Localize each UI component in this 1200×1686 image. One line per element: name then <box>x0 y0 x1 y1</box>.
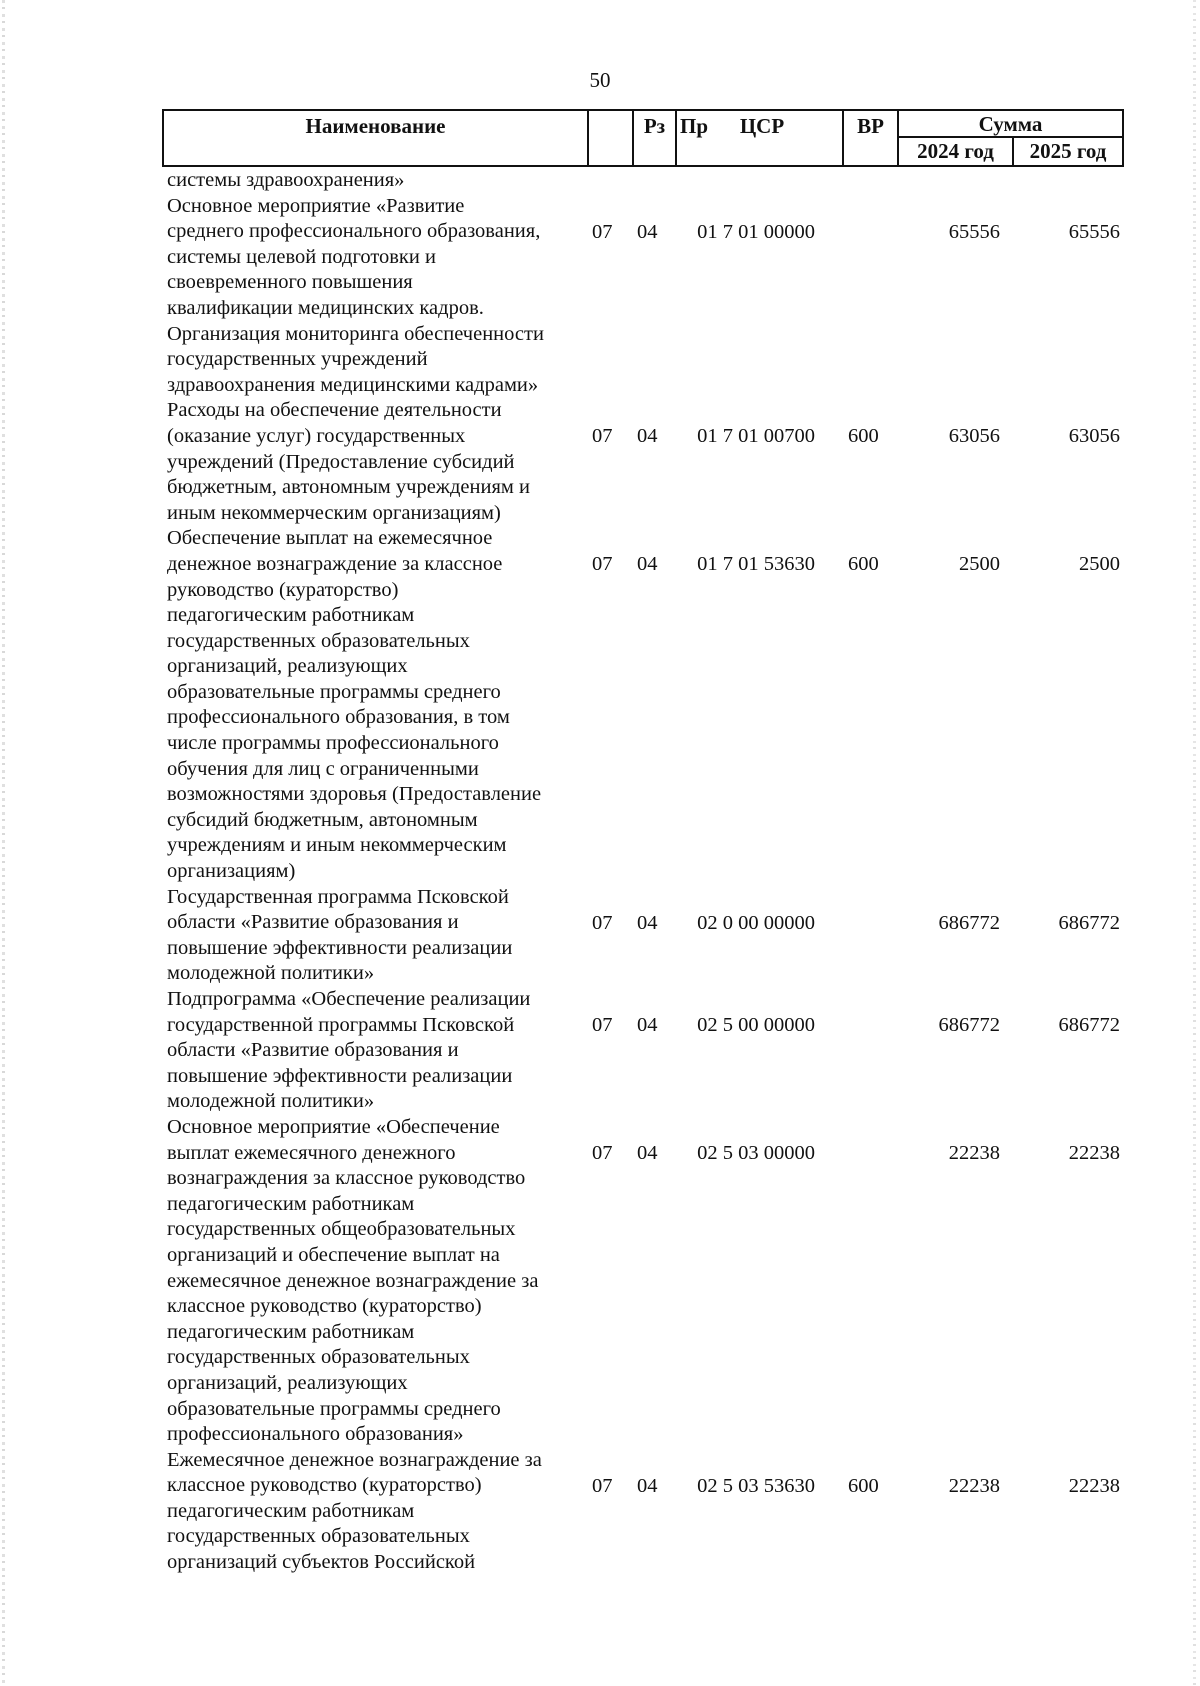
row-pr: 04 <box>637 425 658 448</box>
row-name-line: области «Развитие образования и <box>167 911 459 934</box>
row-name-line: вознаграждения за классное руководство <box>167 1167 526 1190</box>
row-name-line: среднего профессионального образования, <box>167 220 541 243</box>
row-name <box>167 1115 577 1448</box>
row-name-line: повышение эффективности реализации <box>167 936 513 959</box>
row-sum-2025: 686772 <box>1058 1014 1120 1036</box>
row-name-line: ежемесячное денежное вознаграждение за <box>167 1269 539 1292</box>
row-name-line: государственных общеобразовательных <box>167 1218 516 1241</box>
row-pr: 04 <box>637 911 658 934</box>
row-name-line: классное руководство (кураторство) <box>167 1474 482 1497</box>
row-name-line: системы здравоохранения» <box>167 169 405 191</box>
row-csr: 02 0 00 00000 <box>697 911 815 934</box>
row-sum-2025: 2500 <box>1079 553 1120 576</box>
header-year-2024: 2024 год <box>917 139 994 163</box>
row-name-line: педагогическим работникам <box>167 1320 415 1343</box>
row-name <box>167 987 577 1115</box>
row-name-line: государственной программы Псковской <box>167 1013 515 1036</box>
header-year-2025: 2025 год <box>1029 139 1107 163</box>
row-name-line: Организация мониторинга обеспеченности <box>167 322 544 345</box>
row-name <box>167 398 577 526</box>
row-name-line: иным некоммерческим организациям) <box>167 501 501 524</box>
row-name-line: организаций и обеспечение выплат на <box>167 1243 500 1266</box>
row-name-line: здравоохранения медицинскими кадрами» <box>167 373 539 396</box>
row-sum-2024: 2500 <box>959 553 1000 576</box>
row-name-line: области «Развитие образования и <box>167 1039 459 1062</box>
row-name-line: возможностями здоровья (Предоставление <box>167 783 542 806</box>
table-row <box>0 526 1200 884</box>
row-pr: 04 <box>637 220 658 243</box>
row-name-line: педагогическим работникам <box>167 1192 415 1215</box>
row-name-line: системы целевой подготовки и <box>167 245 436 268</box>
row-name-line: Основное мероприятие «Развитие <box>167 194 465 217</box>
row-name-line: Государственная программа Псковской <box>167 885 509 908</box>
table-row <box>0 1448 1200 1576</box>
row-name-line: (оказание услуг) государственных <box>167 424 466 447</box>
row-sum-2024: 63056 <box>948 425 1000 448</box>
header-vr: ВР <box>857 114 884 138</box>
row-name-line: педагогическим работникам <box>167 1499 415 1522</box>
row-vr: 600 <box>848 425 879 448</box>
row-name-line: Основное мероприятие «Обеспечение <box>167 1115 500 1138</box>
row-name-line: субсидий бюджетным, автономным <box>167 808 478 831</box>
row-rz: 07 <box>592 1141 613 1164</box>
row-name-line: организаций субъектов Российской <box>167 1551 476 1574</box>
row-name-line: образовательные программы среднего <box>167 680 501 703</box>
page-number: 50 <box>589 68 611 92</box>
row-sum-2025: 22238 <box>1068 1141 1120 1164</box>
row-name-line: бюджетным, автономным учреждениям и <box>167 476 530 499</box>
row-name <box>167 168 577 194</box>
header-divider-name <box>587 109 589 167</box>
table-row <box>0 194 1200 399</box>
header-name: Наименование <box>305 114 446 138</box>
row-csr: 02 5 03 00000 <box>697 1141 815 1164</box>
header-sum-divider <box>897 136 1124 138</box>
row-vr: 600 <box>848 553 879 576</box>
row-name-line: своевременного повышения <box>167 271 413 294</box>
row-pr: 04 <box>637 553 658 576</box>
row-pr: 04 <box>637 1141 658 1164</box>
header-sum: Сумма <box>978 112 1043 136</box>
row-name-line: учреждениям и иным некоммерческим <box>167 834 507 857</box>
row-name-line: Подпрограмма «Обеспечение реализации <box>167 988 531 1010</box>
table-row <box>0 168 1200 194</box>
row-name-line: числе программы профессионального <box>167 732 499 755</box>
table-row <box>0 885 1200 987</box>
row-sum-2024: 686772 <box>938 1014 1000 1036</box>
row-rz: 07 <box>592 1014 613 1036</box>
row-name-line: организаций, реализующих <box>167 655 408 678</box>
row-sum-2025: 22238 <box>1068 1474 1120 1497</box>
row-name-line: профессионального образования, в том <box>167 706 510 729</box>
row-name-line: классное руководство (кураторство) <box>167 1295 482 1318</box>
row-name-line: Расходы на обеспечение деятельности <box>167 399 502 422</box>
table-header <box>162 109 1124 167</box>
row-sum-2024: 22238 <box>948 1141 1000 1164</box>
row-name-line: Ежемесячное денежное вознаграждение за <box>167 1448 542 1471</box>
table-row <box>0 398 1200 526</box>
header-pr: Пр <box>680 114 709 138</box>
row-name-line: молодежной политики» <box>167 1090 375 1113</box>
header-bottom-border <box>162 165 1124 167</box>
row-name-line: государственных образовательных <box>167 629 470 652</box>
row-rz: 07 <box>592 553 613 576</box>
row-name-line: Обеспечение выплат на ежемесячное <box>167 527 493 550</box>
row-sum-2025: 686772 <box>1058 911 1120 934</box>
row-name-line: профессионального образования» <box>167 1423 464 1446</box>
row-name-line: образовательные программы среднего <box>167 1397 501 1420</box>
row-name <box>167 885 577 987</box>
table-body <box>0 168 1200 1576</box>
row-name-line: организациям) <box>167 860 296 883</box>
header-rz: Рз <box>643 114 666 138</box>
row-name <box>167 1448 577 1576</box>
row-csr: 01 7 01 00700 <box>697 425 815 448</box>
row-name-line: денежное вознаграждение за классное <box>167 552 503 575</box>
row-name <box>167 526 577 884</box>
header-right-border <box>1122 109 1124 167</box>
row-sum-2024: 65556 <box>948 220 1000 243</box>
row-rz: 07 <box>592 911 613 934</box>
row-name-line: квалификации медицинских кадров. <box>167 296 484 319</box>
row-name-line: руководство (кураторство) <box>167 578 399 601</box>
row-name-line: государственных учреждений <box>167 348 428 371</box>
row-rz: 07 <box>592 425 613 448</box>
row-name-line: молодежной политики» <box>167 962 375 985</box>
row-name-line: государственных образовательных <box>167 1525 470 1548</box>
table-row <box>0 987 1200 1115</box>
row-name-line: учреждений (Предоставление субсидий <box>167 450 515 473</box>
row-name-line: обучения для лиц с ограниченными <box>167 757 479 780</box>
row-name-line: организаций, реализующих <box>167 1371 408 1394</box>
row-sum-2025: 65556 <box>1068 220 1120 243</box>
table-row <box>0 1115 1200 1448</box>
row-name-line: педагогическим работникам <box>167 604 415 627</box>
row-name-line: повышение эффективности реализации <box>167 1064 513 1087</box>
row-name-line: государственных образовательных <box>167 1346 470 1369</box>
row-sum-2024: 686772 <box>938 911 1000 934</box>
row-csr: 01 7 01 00000 <box>697 220 815 243</box>
row-rz: 07 <box>592 1474 613 1497</box>
row-csr: 02 5 00 00000 <box>697 1014 815 1036</box>
row-csr: 01 7 01 53630 <box>697 553 815 576</box>
header-csr: ЦСР <box>739 114 785 138</box>
row-sum-2025: 63056 <box>1068 425 1120 448</box>
row-name <box>167 194 577 399</box>
header-top-border <box>162 109 1124 111</box>
row-csr: 02 5 03 53630 <box>697 1474 815 1497</box>
row-rz: 07 <box>592 220 613 243</box>
row-pr: 04 <box>637 1014 658 1036</box>
row-vr: 600 <box>848 1474 879 1497</box>
row-name-line: выплат ежемесячного денежного <box>167 1141 456 1164</box>
row-sum-2024: 22238 <box>948 1474 1000 1497</box>
row-pr: 04 <box>637 1474 658 1497</box>
